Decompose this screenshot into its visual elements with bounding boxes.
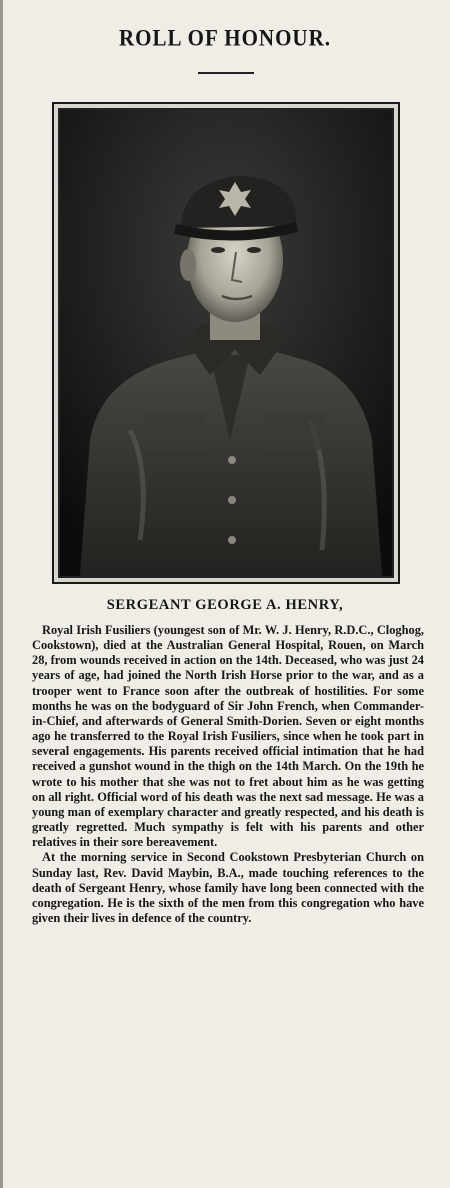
- headline-rule: [198, 72, 254, 74]
- portrait-caption: SERGEANT GEORGE A. HENRY,: [106, 597, 344, 613]
- article-body: [32, 623, 424, 926]
- soldier-portrait-icon: [60, 110, 392, 576]
- headline: ROLL OF HONOUR.: [119, 25, 331, 51]
- article-paragraph: At the morning service in Second Cookstown Presbyterian Church on Sunday last, Rev. David Maybin, B.A., made touching references to the death of Sergeant Henry, whose family have long been connected with the congregation. He is the sixth of the men from this congregation who have given their lives in defence of the country.: [32, 850, 424, 925]
- article-paragraph: Royal Irish Fusiliers (youngest son of Mr. W. J. Henry, R.D.C., Cloghog, Cookstown), died at the Australian General Hospital, Rouen, on March 28, from wounds received in action on the 14th. Deceased, who was just 24 years of age, had joined the North Irish Horse prior to the war, and as a trooper went to France soon after the outbreak of hostilities. For some months he was on the bodyguard of Sir John French, when Commander-in-Chief, and afterwards of General Smith-Dorien. Seven or eight months ago he transferred to the Royal Irish Fusiliers, since when he took part in several engagements. His parents received official intimation that he had received a gunshot wound in the thigh on the 14th March. On the 19th he wrote to his mother that she was not to fret about him as he was getting on all right. Official word of his death was the next sad message. He was a young man of exemplary character and greatly respected, and his death is greatly regretted. Much sympathy is felt with his parents and other relatives in their sore bereavement.: [32, 623, 424, 850]
- portrait-photo: [52, 102, 400, 584]
- page-edge: [0, 0, 3, 1188]
